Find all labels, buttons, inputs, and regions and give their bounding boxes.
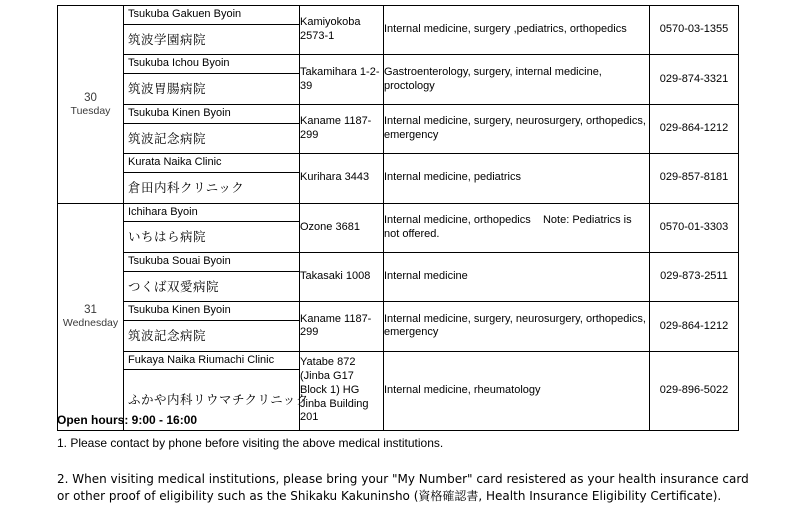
day-of-week: Wednesday [62,317,119,330]
institution-name-romaji: Tsukuba Ichou Byoin [124,55,299,74]
institution-name-cell [124,203,300,252]
institution-name-cell [124,55,300,104]
date-number: 30 [84,91,97,104]
institution-name-romaji: Fukaya Naika Riumachi Clinic [124,352,299,371]
institution-name-romaji: Ichihara Byoin [124,204,299,223]
table-row [58,302,739,351]
table-row [58,154,739,203]
departments-cell: Internal medicine, orthopedics Note: Pediatrics is not offered. [384,203,650,252]
date-cell-day-31 [58,203,124,431]
institution-name-romaji: Tsukuba Kinen Byoin [124,302,299,321]
institution-name-japanese: 筑波胃腸病院 [128,81,207,97]
footer-notes [57,412,757,505]
departments-cell: Internal medicine [384,252,650,301]
phone-cell: 029-896-5022 [650,351,739,430]
open-hours-text: Open hours: 9:00 - 16:00 [57,413,198,427]
institution-name-japanese: 筑波学園病院 [128,31,207,47]
table-row [58,203,739,252]
date-number: 31 [84,304,97,316]
phone-cell: 029-864-1212 [650,302,739,351]
phone-cell: 0570-03-1355 [650,6,739,55]
departments-cell: Internal medicine, surgery ,pediatrics, orthopedics [384,6,650,55]
departments-cell: Gastroenterology, surgery, internal medicine, proctology [384,55,650,104]
table-row [58,55,739,104]
institution-name-cell [124,302,300,351]
institution-name-japanese: つくば双愛病院 [128,278,220,294]
address-cell: Yatabe 872 (Jinba G17 Block 1) HG Jinba Building 201 [300,351,384,430]
departments-cell: Internal medicine, pediatrics [384,154,650,203]
institution-name-romaji: Tsukuba Gakuen Byoin [124,6,299,25]
departments-cell: Internal medicine, surgery, neurosurgery, orthopedics, emergency [384,104,650,153]
address-cell: Kamiyokoba 2573-1 [300,6,384,55]
institution-name-japanese: いちはら病院 [128,229,207,245]
institution-name-cell [124,154,300,203]
note-item-1: 1. Please contact by phone before visiting the above medical institutions. [57,436,444,451]
date-cell-day-30 [58,6,124,204]
table-row [58,104,739,153]
notes-spacer [57,453,757,471]
note-item-2: 2. When visiting medical institutions, please bring your "My Number" card resistered as your health insurance card or other proof of eligibility such as the Shikaku Kakuninsho (資格確認書, Health Insurance Eligibility Certificate). [57,471,749,503]
institution-name-japanese: 筑波記念病院 [128,130,207,146]
institution-name-cell [124,104,300,153]
table-body [58,6,739,431]
departments-cell: Internal medicine, rheumatology [384,351,650,430]
address-cell: Kaname 1187-299 [300,104,384,153]
institution-name-cell [124,6,300,55]
address-cell: Kurihara 3443 [300,154,384,203]
address-cell: Takasaki 1008 [300,252,384,301]
phone-cell: 029-874-3321 [650,55,739,104]
medical-institution-schedule-table [57,5,739,431]
institution-name-japanese: 倉田内科クリニック [128,179,245,195]
institution-name-japanese: ふかや内科リウマチクリニック [128,392,309,408]
institution-name-romaji: Tsukuba Kinen Byoin [124,105,299,124]
institution-name-romaji: Kurata Naika Clinic [124,154,299,173]
institution-name-cell [124,252,300,301]
address-cell: Kaname 1187-299 [300,302,384,351]
phone-cell: 029-864-1212 [650,104,739,153]
departments-cell: Internal medicine, surgery, neurosurgery, orthopedics, emergency [384,302,650,351]
address-cell: Takamihara 1-2-39 [300,55,384,104]
institution-name-japanese: 筑波記念病院 [128,328,207,343]
address-cell: Ozone 3681 [300,203,384,252]
day-of-week: Tuesday [70,104,111,117]
table-row [58,252,739,301]
phone-cell: 0570-01-3303 [650,203,739,252]
institution-name-romaji: Tsukuba Souai Byoin [124,253,299,272]
phone-cell: 029-873-2511 [650,252,739,301]
phone-cell: 029-857-8181 [650,154,739,203]
table-row [58,6,739,55]
